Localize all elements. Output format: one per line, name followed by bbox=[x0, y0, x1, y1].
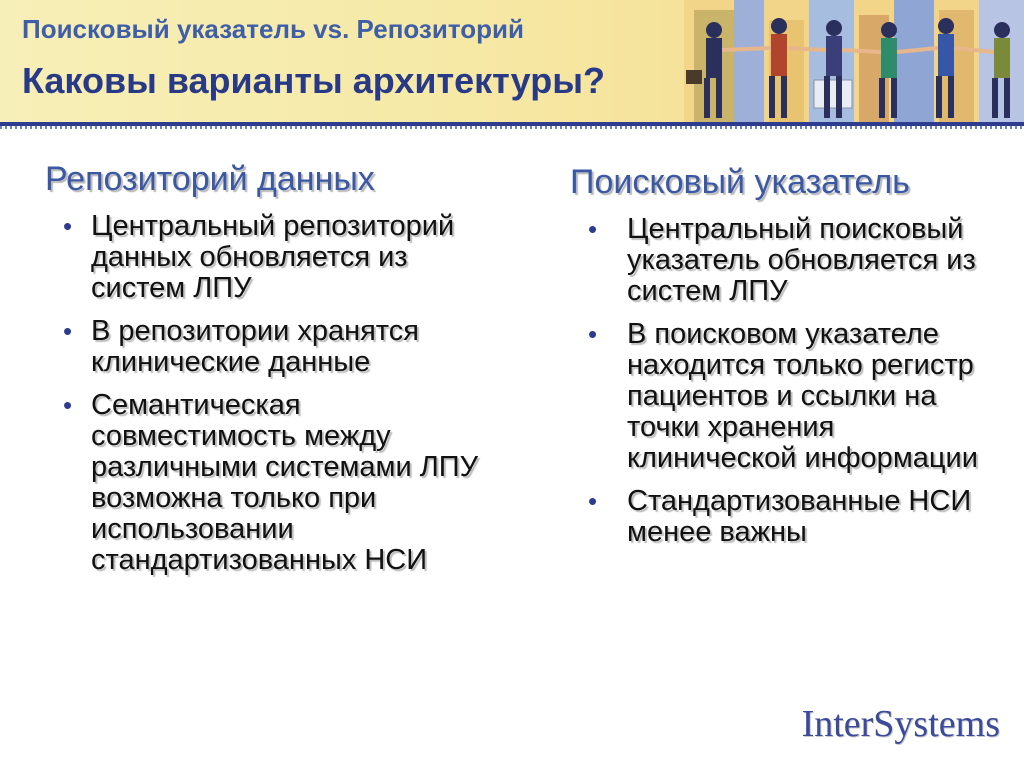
bullet-dot-icon: • bbox=[63, 211, 73, 241]
list-item-text: В репозитории хранятся клинические данные bbox=[91, 315, 419, 378]
left-column bbox=[45, 160, 495, 588]
bullet-dot-icon: • bbox=[588, 486, 598, 516]
list-item bbox=[45, 211, 495, 304]
list-item-text: Стандартизованные НСИ менее важны bbox=[627, 485, 972, 548]
bullet-dot-icon: • bbox=[63, 316, 73, 346]
list-item-text: В поисковом указателе находится только регистр пациентов и ссылки на точки хранения клинической информации bbox=[627, 318, 978, 474]
right-bullet-list bbox=[570, 214, 1010, 548]
list-item bbox=[570, 214, 1010, 307]
business-people-illustration bbox=[684, 0, 1024, 122]
bullet-dot-icon: • bbox=[588, 319, 598, 349]
list-item-text: Семантическая совместимость между различными системами ЛПУ возможна только при использовании стандартизованных НСИ bbox=[91, 389, 479, 576]
list-item bbox=[570, 319, 1010, 474]
intersystems-logo: InterSystems bbox=[801, 703, 1000, 745]
header-dotted-divider bbox=[0, 126, 1024, 129]
slide-title: Каковы варианты архитектуры? bbox=[22, 60, 605, 101]
left-column-heading: Репозиторий данных bbox=[45, 160, 375, 198]
list-item-text: Центральный репозиторий данных обновляется из систем ЛПУ bbox=[91, 210, 455, 304]
list-item bbox=[45, 390, 495, 576]
list-item bbox=[570, 486, 1010, 548]
right-column bbox=[570, 163, 1010, 560]
list-item bbox=[45, 316, 495, 378]
list-item-text: Центральный поисковый указатель обновляется из систем ЛПУ bbox=[627, 213, 976, 307]
bullet-dot-icon: • bbox=[63, 390, 73, 420]
left-bullet-list bbox=[45, 211, 495, 576]
bullet-dot-icon: • bbox=[588, 214, 598, 244]
right-column-heading: Поисковый указатель bbox=[570, 163, 910, 201]
slide-header bbox=[0, 0, 1024, 122]
slide-subtitle: Поисковый указатель vs. Репозиторий bbox=[22, 14, 524, 44]
